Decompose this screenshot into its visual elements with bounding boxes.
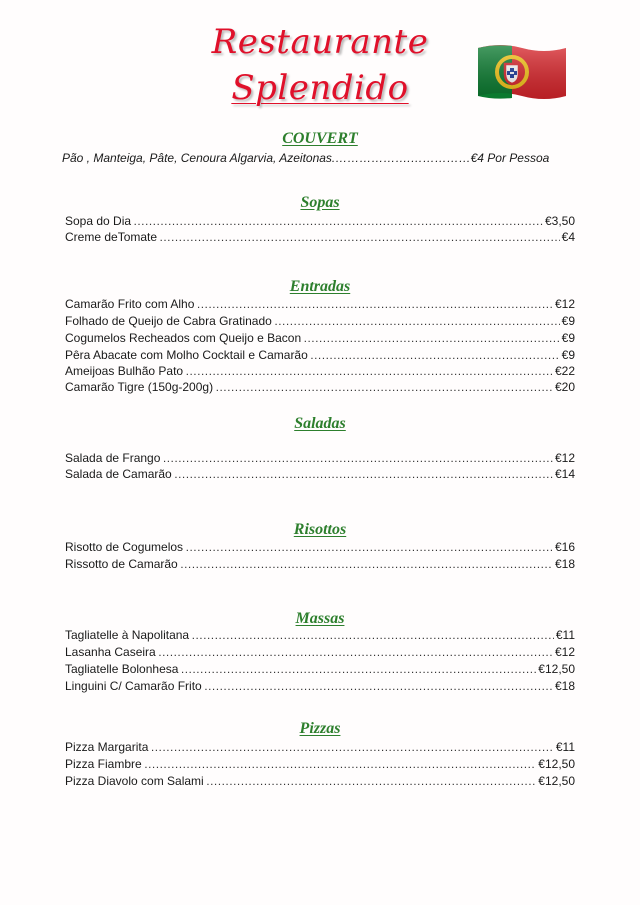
- item-price: €9: [561, 348, 575, 362]
- item-price: €12: [554, 297, 575, 311]
- menu-item: [65, 331, 575, 347]
- leader-dots: [191, 628, 554, 642]
- section-title-massas: Massas: [295, 610, 345, 627]
- item-price: €12: [554, 645, 575, 659]
- item-name: Lasanha Caseira: [65, 645, 156, 659]
- section-title-entradas: Entradas: [289, 278, 351, 295]
- item-price: €12,50: [538, 757, 575, 771]
- couvert-description: Pão , Manteiga, Pâte, Cenoura Algarvia, Azeitonas.……………….……………€4 Por Pessoa: [62, 151, 550, 165]
- leader-dots: [158, 645, 553, 659]
- item-name: Folhado de Queijo de Cabra Gratinado: [65, 314, 272, 328]
- menu-item: [65, 467, 575, 483]
- menu-item: [65, 214, 575, 230]
- item-price: €16: [554, 540, 575, 554]
- menu-item: [65, 757, 575, 773]
- item-name: Linguini C/ Camarão Frito: [65, 679, 202, 693]
- leader-dots: [185, 364, 553, 378]
- section-title-pizzas: Pizzas: [299, 720, 341, 737]
- leader-dots: [162, 451, 553, 465]
- item-name: Camarão Frito com Alho: [65, 297, 195, 311]
- item-name: Pêra Abacate com Molho Cocktail e Camarão: [65, 348, 308, 362]
- leader-dots: [204, 679, 553, 693]
- item-price: €4: [561, 230, 575, 244]
- menu-item: [65, 348, 575, 364]
- leader-dots: [174, 467, 553, 481]
- leader-dots: [150, 740, 553, 754]
- menu-item: [65, 662, 575, 678]
- item-price: €18: [554, 679, 575, 693]
- item-price: €18: [554, 557, 575, 571]
- section-title-risottos: Risottos: [293, 521, 347, 538]
- item-price: €12: [554, 451, 575, 465]
- item-name: Pizza Fiambre: [65, 757, 142, 771]
- menu-item: [65, 557, 575, 573]
- item-price: €11: [555, 740, 575, 754]
- item-price: €20: [554, 380, 575, 394]
- item-price: €22: [554, 364, 575, 378]
- menu-item: [65, 297, 575, 313]
- item-name: Pizza Margarita: [65, 740, 149, 754]
- item-name: Salada de Frango: [65, 451, 161, 465]
- portugal-flag-icon: [474, 40, 570, 104]
- item-price: €11: [555, 628, 575, 642]
- leader-dots: [303, 331, 560, 345]
- item-name: Salada de Camarão: [65, 467, 172, 481]
- menu-item: [65, 774, 575, 790]
- leader-dots: [185, 540, 553, 554]
- leader-dots: [196, 297, 553, 311]
- item-name: Risotto de Cogumelos: [65, 540, 184, 554]
- item-name: Cogumelos Recheados com Queijo e Bacon: [65, 331, 302, 345]
- leader-dots: [180, 662, 536, 676]
- menu-item: [65, 645, 575, 661]
- leader-dots: [310, 348, 560, 362]
- section-title-sopas: Sopas: [300, 194, 340, 211]
- menu-item: [65, 740, 575, 756]
- item-price: €12,50: [538, 662, 575, 676]
- restaurant-name-line2: Splendido: [231, 68, 409, 108]
- item-name: Sopa do Dia: [65, 214, 132, 228]
- menu-item: [65, 628, 575, 644]
- item-price: €9: [561, 331, 575, 345]
- leader-dots: [274, 314, 560, 328]
- item-price: €14: [554, 467, 575, 481]
- item-name: Rissotto de Camarão: [65, 557, 178, 571]
- item-name: Tagliatelle à Napolitana: [65, 628, 190, 642]
- menu-item: [65, 230, 575, 246]
- item-name: Camarão Tigre (150g-200g): [65, 380, 214, 394]
- item-name: Tagliatelle Bolonhesa: [65, 662, 179, 676]
- leader-dots: [215, 380, 553, 394]
- leader-dots: [180, 557, 553, 571]
- menu-item: [65, 364, 575, 380]
- item-name: Pizza Diavolo com Salami: [65, 774, 204, 788]
- section-title-saladas: Saladas: [294, 415, 346, 432]
- menu-item: [65, 540, 575, 556]
- restaurant-name-line1: Restaurante: [211, 22, 429, 62]
- leader-dots: [159, 230, 560, 244]
- couvert-title: COUVERT: [282, 130, 358, 147]
- leader-dots: [206, 774, 537, 788]
- menu-item: [65, 314, 575, 330]
- item-name: Creme deTomate: [65, 230, 158, 244]
- item-price: €3,50: [544, 214, 575, 228]
- item-price: €9: [561, 314, 575, 328]
- menu-item: [65, 679, 575, 695]
- menu-item: [65, 380, 575, 396]
- leader-dots: [133, 214, 543, 228]
- item-price: €12,50: [538, 774, 575, 788]
- leader-dots: [144, 757, 537, 771]
- item-name: Ameijoas Bulhão Pato: [65, 364, 184, 378]
- menu-item: [65, 451, 575, 467]
